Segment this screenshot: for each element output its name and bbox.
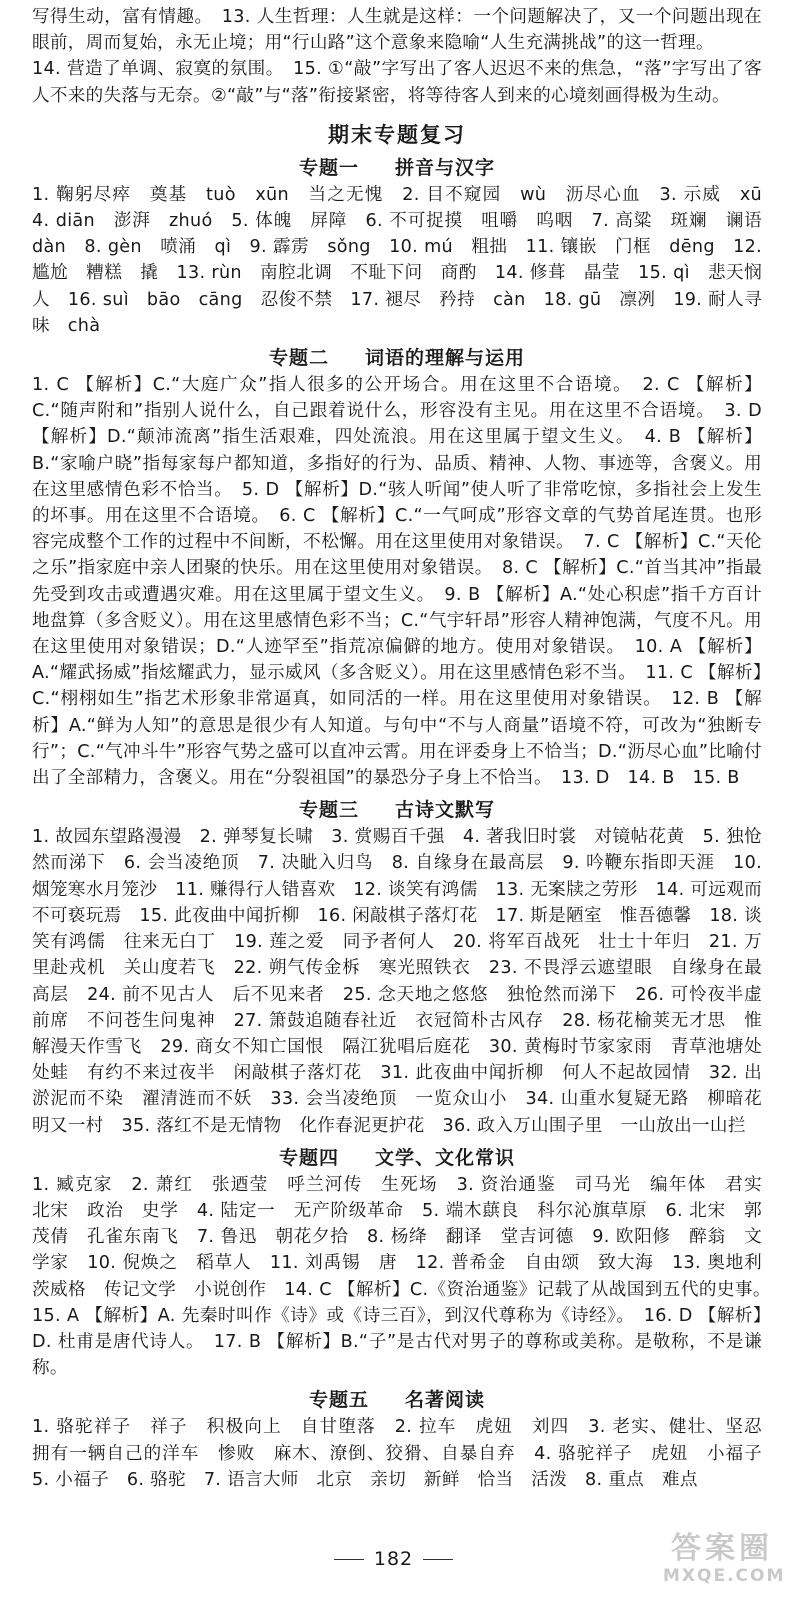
section-classic-reading — [32, 1385, 780, 1493]
section-body: 1. 骆驼祥子 祥子 积极向上 自甘堕落 2. 拉车 虎妞 刘四 3. 老实、健壮、坚忍 拥有一辆自己的洋车 惨败 麻木、潦倒、狡猾、自暴自弃 4. 骆驼祥子 虎妞 小福子 5. 小福子 6. 骆驼 7. 语言大师 北京 亲切 新鲜 恰当 活泼 8. 重点 难点 — [32, 1417, 780, 1490]
section-title — [32, 343, 762, 370]
section-name: 文学、文化常识 — [375, 1146, 516, 1169]
section-title — [32, 1385, 762, 1412]
section-literary-knowledge — [32, 1143, 780, 1382]
section-vocabulary — [32, 343, 762, 791]
section-number: 专题二 — [268, 347, 329, 370]
section-title — [32, 1143, 762, 1170]
section-pinyin-hanzi — [32, 153, 780, 339]
section-number: 专题一 — [298, 156, 359, 179]
section-number: 专题三 — [298, 799, 359, 822]
section-name: 古诗文默写 — [395, 799, 496, 822]
intro-paragraph-1: 写得生动，富有情趣。 13. 人生哲理：人生就是这样：一个问题解决了，又一个问题出现在眼前，周而复始，永无止境；用“行山路”这个意象来隐喻“人生充满挑战”的这一哲理。 — [32, 7, 762, 54]
section-title — [32, 153, 762, 180]
section-body: 1. 臧克家 2. 萧红 张迺莹 呼兰河传 生死场 3. 资治通鉴 司马光 编年体 君实 北宋 政治 史学 4. 陆定一 无产阶级革命 5. 端木蕻良 科尔沁旗草原 6. 北宋 郭茂倩 孔雀东南飞 7. 鲁迅 朝花夕拾 8. 杨绛 翻译 堂吉诃德 9. 欧阳修 醉翁 文学家 10. 倪焕之 稻草人 11. 刘禹锡 唐 12. 普希金 自由颂 致大海 13. 奥地利 茨威格 传记文学 小说创作 14. C 【解析】C.《资治通鉴》记载了从战国到五代的史事。 15. A 【解析】A. 先秦时叫作《诗》或《诗三百》，到汉代尊称为《诗经》。 16. D 【解析】D. 杜甫是唐代诗人。 17. B 【解析】B.“子”是古代对男子的尊称或美称。是敬称，不是谦称。 — [32, 1174, 780, 1379]
section-number: 专题四 — [278, 1146, 339, 1169]
section-name: 名著阅读 — [405, 1389, 486, 1412]
site-watermark — [663, 1531, 786, 1598]
section-name: 拼音与汉字 — [395, 156, 496, 179]
watermark-logo-text: 答案圈 — [671, 1531, 773, 1566]
section-classical-poetry — [32, 795, 762, 1138]
watermark-url: MXQE.COM — [663, 1566, 786, 1586]
section-body: 1. 故园东望路漫漫 2. 弹琴复长啸 3. 赏赐百千强 4. 著我旧时裳 对镜帖花黄 5. 独怆然而涕下 6. 会当凌绝顶 7. 决眦入归鸟 8. 自缘身在最高层 9. 吟鞭东指即天涯 10. 烟笼寒水月笼沙 11. 赚得行人错喜欢 12. 谈笑有鸿儒 13. 无案牍之劳形 14. 可远观而不可亵玩焉 15. 此夜曲中闻折柳 16. 闲敲棋子落灯花 17. 斯是陋室 惟吾德馨 18. 谈笑有鸿儒 往来无白丁 19. 莲之爱 同予者何人 20. 将军百战死 壮士十年归 21. 万里赴戎机 关山度若飞 22. 朔气传金柝 寒光照铁衣 23. 不畏浮云遮望眼 自缘身在最高层 24. 前不见古人 后不见来者 25. 念天地之悠悠 独怆然而涕下 26. 可怜夜半虚前席 不问苍生问鬼神 27. 箫鼓追随春社近 衣冠简朴古风存 28. 杨花榆荚无才思 惟解漫天作雪飞 29. 商女不知亡国恨 隔江犹唱后庭花 30. 黄梅时节家家雨 青草池塘处处蛙 有约不来过夜半 闲敲棋子落灯花 31. 此夜曲中闻折柳 何人不起故园情 32. 出淤泥而不染 濯清涟而不妖 33. 会当凌绝顶 一览众山小 34. 山重水复疑无路 柳暗花明又一村 35. 落红不是无情物 化作春泥更护花 36. 政入万山围子里 一山放出一山拦 — [32, 827, 762, 1136]
section-title — [32, 795, 762, 822]
section-body: 1. C 【解析】C.“大庭广众”指人很多的公开场合。用在这里不合语境。 2. C 【解析】C.“随声附和”指别人说什么，自己跟着说什么，形容没有主见。用在这里不合语境。 3. D 【解析】D.“颠沛流离”指生活艰难，四处流浪。用在这里属于望文生义。 4. B 【解析】B.“家喻户晓”指每家每户都知道，多指好的行为、品质、精神、人物、事迹等，含褒义。用在这里感情色彩不恰当。 5. D 【解析】D.“骇人听闻”使人听了非常吃惊，多指社会上发生的坏事。用在这里不合语境。 6. C 【解析】C.“一气呵成”形容文章的气势首尾连贯。也形容完成整个工作的过程中不间断，不松懈。用在这里使用对象错误。 7. C 【解析】C.“天伦之乐”指家庭中亲人团聚的快乐。用在这里使用对象错误。 8. C 【解析】C.“首当其冲”指最先受到攻击或遭遇灾难。用在这里属于望文生义。 9. B 【解析】A.“处心积虑”指千方百计地盘算（多含贬义）。用在这里感情色彩不当；C.“气宇轩昂”形容人精神饱满，气度不凡。用在这里使用对象错误；D.“人迹罕至”指荒凉偏僻的地方。使用对象错误。 10. A 【解析】A.“耀武扬威”指炫耀武力，显示威风（多含贬义）。用在这里感情色彩不当。 11. C 【解析】C.“栩栩如生”指艺术形象非常逼真，如同活的一样。用在这里使用对象错误。 12. B 【解析】A.“鲜为人知”的意思是很少有人知道。与句中“不与人商量”语境不符，可改为“独断专行”；C.“气冲斗牛”形容气势之盛可以直冲云霄。用在评委身上不恰当；D.“沥尽心血”比喻付出了全部精力，含褒义。用在“分裂祖国”的暴恐分子身上不恰当。 13. D 14. B 15. B — [32, 375, 762, 789]
footer-rule-left — [334, 1559, 364, 1560]
section-body: 1. 鞠躬尽瘁 奠基 tuò xūn 当之无愧 2. 目不窥园 wù 沥尽心血 3. 示威 xū 4. diān 澎湃 zhuó 5. 体魄 屏障 6. 不可捉摸 咀嚼 呜咽 7. 高粱 斑斓 谰语 dàn 8. gèn 喷涌 qì 9. 霹雳 sǒng 10. mú 粗拙 11. 镶嵌 门框 dēng 12. 尴尬 糟糕 撬 13. rùn 南腔北调 不耻下问 商酌 14. 修葺 晶莹 15. qì 悲天悯人 16. suì bāo cāng 忍俊不禁 17. 褪尽 矜持 càn 18. gū 凛冽 19. 耐人寻味 chà — [32, 184, 780, 336]
page-title: 期末专题复习 — [328, 122, 466, 147]
section-number: 专题五 — [308, 1389, 369, 1412]
answer-page — [32, 4, 780, 1493]
section-name: 词语的理解与运用 — [365, 347, 526, 370]
footer-rule-right — [423, 1559, 453, 1560]
page-number: 182 — [373, 1548, 414, 1570]
intro-paragraph-2: 14. 营造了单调、寂寞的氛围。 15. ①“敲”字写出了客人迟迟不来的焦急，“落”字写出了客人不来的失落与无奈。②“敲”与“落”衔接紧密，将等待客人到来的心境刻画得极为生动。 — [32, 59, 762, 106]
